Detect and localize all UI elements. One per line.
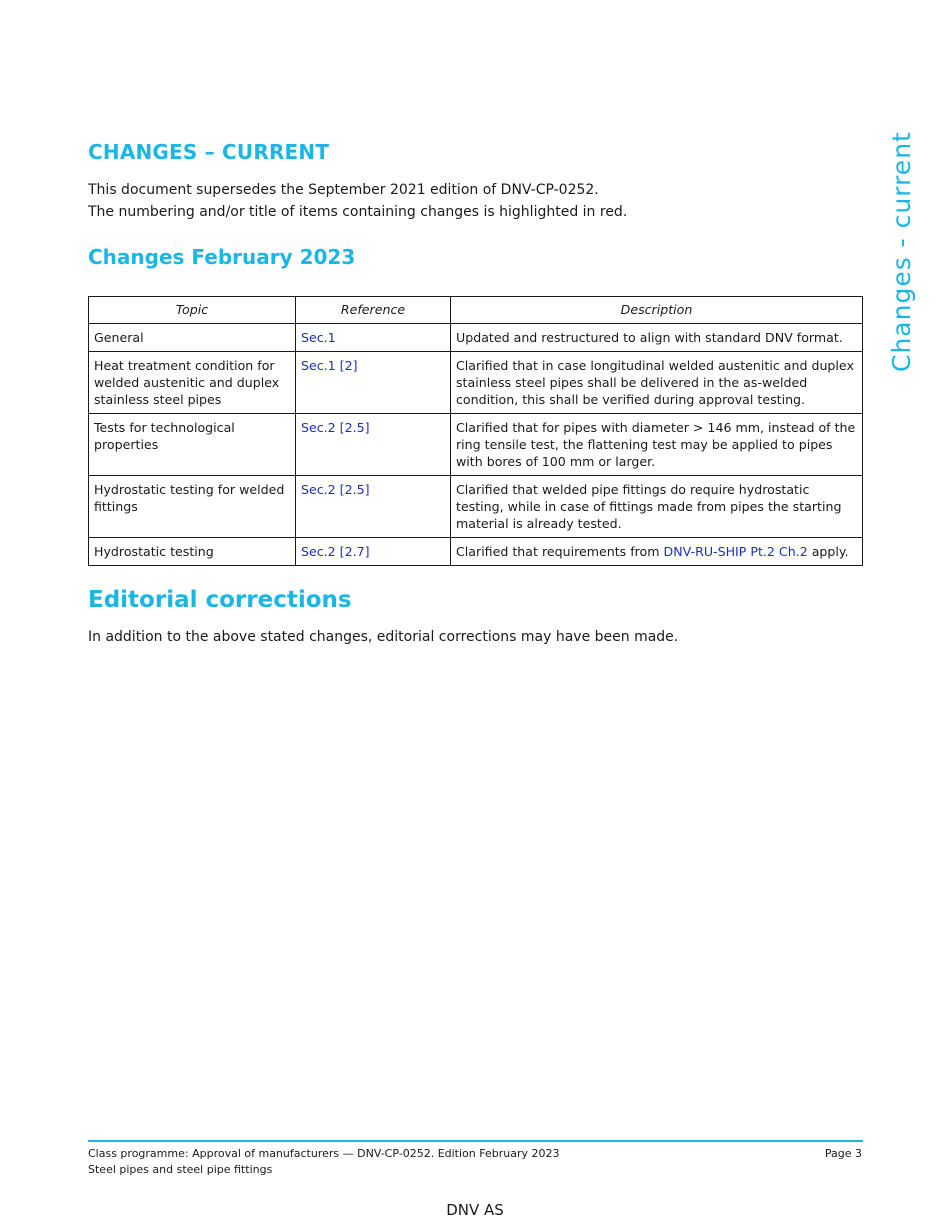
reference-link[interactable]: Sec.2 [2.5]	[301, 482, 370, 497]
topic-cell: Heat treatment condition for welded austenitic and duplex stainless steel pipes	[89, 352, 296, 414]
description-cell: Updated and restructured to align with standard DNV format.	[451, 324, 863, 352]
editorial-text: In addition to the above stated changes, editorial corrections may have been made.	[88, 629, 679, 645]
intro-line-highlight-note: The numbering and/or title of items containing changes is highlighted in red.	[88, 204, 628, 220]
changes-table	[88, 296, 863, 566]
reference-link[interactable]: Sec.1	[301, 330, 336, 345]
description-cell: Clarified that for pipes with diameter > 146 mm, instead of the ring tensile test, the flattening test may be applied to pipes with bores of 100 mm or larger.	[451, 414, 863, 476]
editorial-heading: Editorial corrections	[88, 587, 352, 613]
description-cell: Clarified that in case longitudinal welded austenitic and duplex stainless steel pipes shall be delivered in the as-welded condition, this shall be verified during approval testing.	[451, 352, 863, 414]
table-row	[89, 352, 863, 414]
reference-cell	[296, 324, 451, 352]
description-prefix: Clarified that requirements from	[456, 544, 664, 559]
reference-link[interactable]: Sec.2 [2.5]	[301, 420, 370, 435]
topic-cell: Hydrostatic testing	[89, 538, 296, 566]
description-suffix: apply.	[807, 544, 849, 559]
page-number: Page 3	[824, 1147, 862, 1160]
column-header-reference: Reference	[296, 297, 451, 324]
topic-cell: Tests for technological properties	[89, 414, 296, 476]
changes-section-heading: Changes February 2023	[88, 245, 356, 269]
table-row	[89, 324, 863, 352]
description-cell: Clarified that welded pipe fittings do require hydrostatic testing, while in case of fittings made from pipes the starting material is already tested.	[451, 476, 863, 538]
intro-text	[88, 179, 868, 223]
reference-cell	[296, 352, 451, 414]
table-row	[89, 476, 863, 538]
footer-document-info	[88, 1146, 560, 1178]
reference-cell	[296, 476, 451, 538]
footer-divider	[88, 1140, 863, 1142]
side-tab-label: Changes - current	[887, 131, 916, 372]
table-header-row	[89, 297, 863, 324]
description-cell	[451, 538, 863, 566]
footer-programme-line: Class programme: Approval of manufacturers — DNV-CP-0252. Edition February 2023	[88, 1147, 560, 1160]
publisher-name: DNV AS	[446, 1201, 504, 1219]
reference-cell	[296, 538, 451, 566]
topic-cell: Hydrostatic testing for welded fittings	[89, 476, 296, 538]
reference-link[interactable]: Sec.2 [2.7]	[301, 544, 370, 559]
reference-link[interactable]: Sec.1 [2]	[301, 358, 358, 373]
rule-reference-link[interactable]: DNV-RU-SHIP Pt.2 Ch.2	[663, 544, 808, 559]
intro-line-supersedes: This document supersedes the September 2021 edition of DNV-CP-0252.	[88, 182, 599, 198]
table-row	[89, 538, 863, 566]
topic-cell: General	[89, 324, 296, 352]
reference-cell	[296, 414, 451, 476]
column-header-description: Description	[451, 297, 863, 324]
page-title: CHANGES – CURRENT	[88, 140, 330, 164]
footer-subtitle-line: Steel pipes and steel pipe fittings	[88, 1163, 273, 1176]
column-header-topic: Topic	[89, 297, 296, 324]
table-row	[89, 414, 863, 476]
